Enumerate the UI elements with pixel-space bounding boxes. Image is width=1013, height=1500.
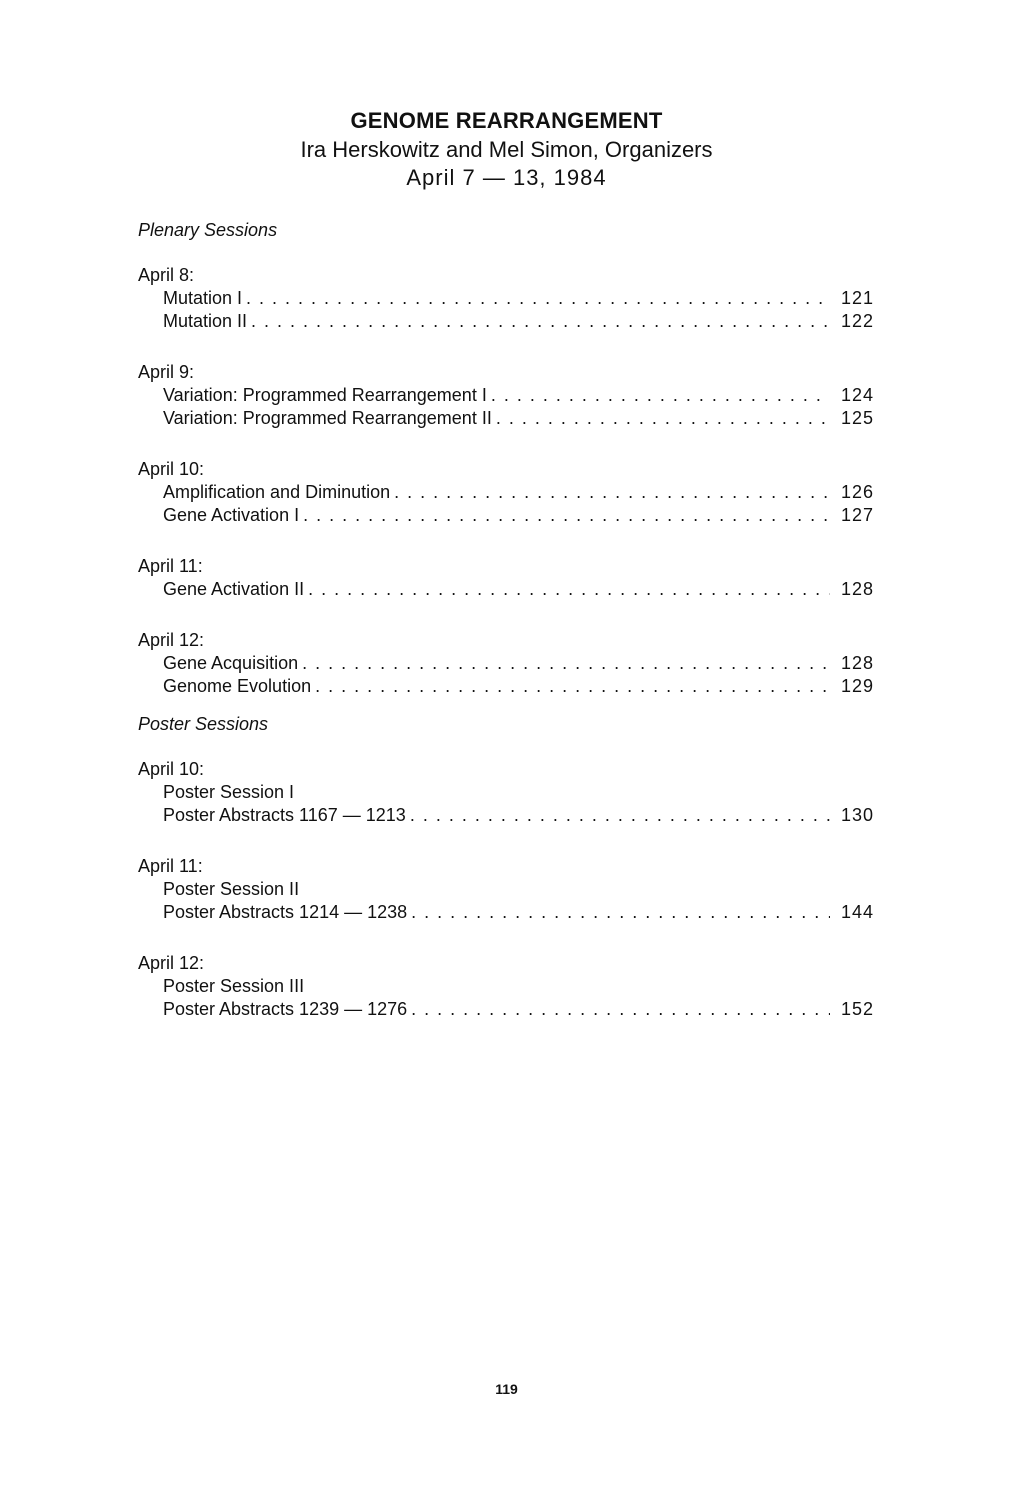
dot-leader [394, 481, 830, 504]
entry-title: Genome Evolution [163, 676, 312, 696]
entry-title: Gene Activation II [163, 579, 305, 599]
dot-leader [303, 504, 830, 527]
header [0, 106, 1013, 192]
entry-title: Gene Activation I [163, 505, 300, 525]
entry-title: Mutation II [163, 311, 248, 331]
entry-page: 127 [840, 505, 874, 525]
toc-entry[interactable] [138, 481, 874, 504]
entry-title: Poster Abstracts 1167 — 1213 [163, 805, 406, 825]
toc-entry[interactable] [138, 504, 874, 527]
toc-entry[interactable] [138, 998, 874, 1021]
toc-entry[interactable] [138, 675, 874, 698]
day-date: April 10: [138, 459, 205, 479]
dot-leader [496, 407, 830, 430]
day-date: April 10: [138, 759, 205, 779]
plenary-day [138, 264, 874, 333]
dot-leader [302, 652, 830, 675]
entry-title: Variation: Programmed Rearrangement II [163, 408, 492, 428]
entry-page: 125 [840, 408, 874, 428]
dot-leader [411, 998, 830, 1021]
entry-page: 152 [840, 999, 874, 1019]
plenary-day [138, 361, 874, 430]
entry-title: Mutation I [163, 288, 243, 308]
day-date: April 12: [138, 953, 205, 973]
toc-entry[interactable] [138, 804, 874, 827]
entry-title: Gene Acquisition [163, 653, 299, 673]
day-date: April 12: [138, 630, 205, 650]
dot-leader [315, 675, 830, 698]
day-date: April 11: [138, 556, 203, 576]
entry-title: Variation: Programmed Rearrangement I [163, 385, 487, 405]
entry-title: Poster Abstracts 1214 — 1238 [163, 902, 408, 922]
poster-sessions-heading: Poster Sessions [138, 714, 269, 734]
toc-entry[interactable] [138, 407, 874, 430]
dot-leader [246, 287, 830, 310]
entry-page: 128 [840, 653, 874, 673]
poster-session-name: Poster Session II [163, 879, 300, 899]
page-number: 119 [495, 1381, 518, 1397]
entry-page: 126 [840, 482, 874, 502]
toc-entry[interactable] [138, 901, 874, 924]
dot-leader [491, 384, 830, 407]
dot-leader [410, 804, 830, 827]
poster-session-name: Poster Session I [163, 782, 295, 802]
toc-entry[interactable] [138, 578, 874, 601]
poster-day [138, 855, 874, 924]
plenary-day [138, 629, 874, 698]
entry-page: 124 [840, 385, 874, 405]
table-of-contents [138, 218, 874, 1021]
organizers-line: Ira Herskowitz and Mel Simon, Organizers [300, 137, 713, 162]
day-date: April 11: [138, 856, 203, 876]
dot-leader [411, 901, 830, 924]
entry-page: 130 [840, 805, 874, 825]
plenary-day [138, 555, 874, 601]
day-date: April 8: [138, 265, 195, 285]
entry-page: 128 [840, 579, 874, 599]
toc-entry[interactable] [138, 287, 874, 310]
meeting-dates: April 7 — 13, 1984 [406, 165, 607, 190]
entry-title: Amplification and Diminution [163, 482, 391, 502]
dot-leader [251, 310, 830, 333]
entry-page: 122 [840, 311, 874, 331]
entry-title: Poster Abstracts 1239 — 1276 [163, 999, 408, 1019]
poster-session-name: Poster Session III [163, 976, 305, 996]
day-date: April 9: [138, 362, 195, 382]
poster-day [138, 952, 874, 1021]
entry-page: 129 [840, 676, 874, 696]
toc-entry[interactable] [138, 384, 874, 407]
dot-leader [308, 578, 830, 601]
poster-day [138, 758, 874, 827]
plenary-sessions-heading: Plenary Sessions [138, 220, 278, 240]
entry-page: 144 [840, 902, 874, 922]
toc-entry[interactable] [138, 310, 874, 333]
plenary-day [138, 458, 874, 527]
toc-entry[interactable] [138, 652, 874, 675]
entry-page: 121 [840, 288, 874, 308]
page-title: GENOME REARRANGEMENT [350, 108, 663, 133]
